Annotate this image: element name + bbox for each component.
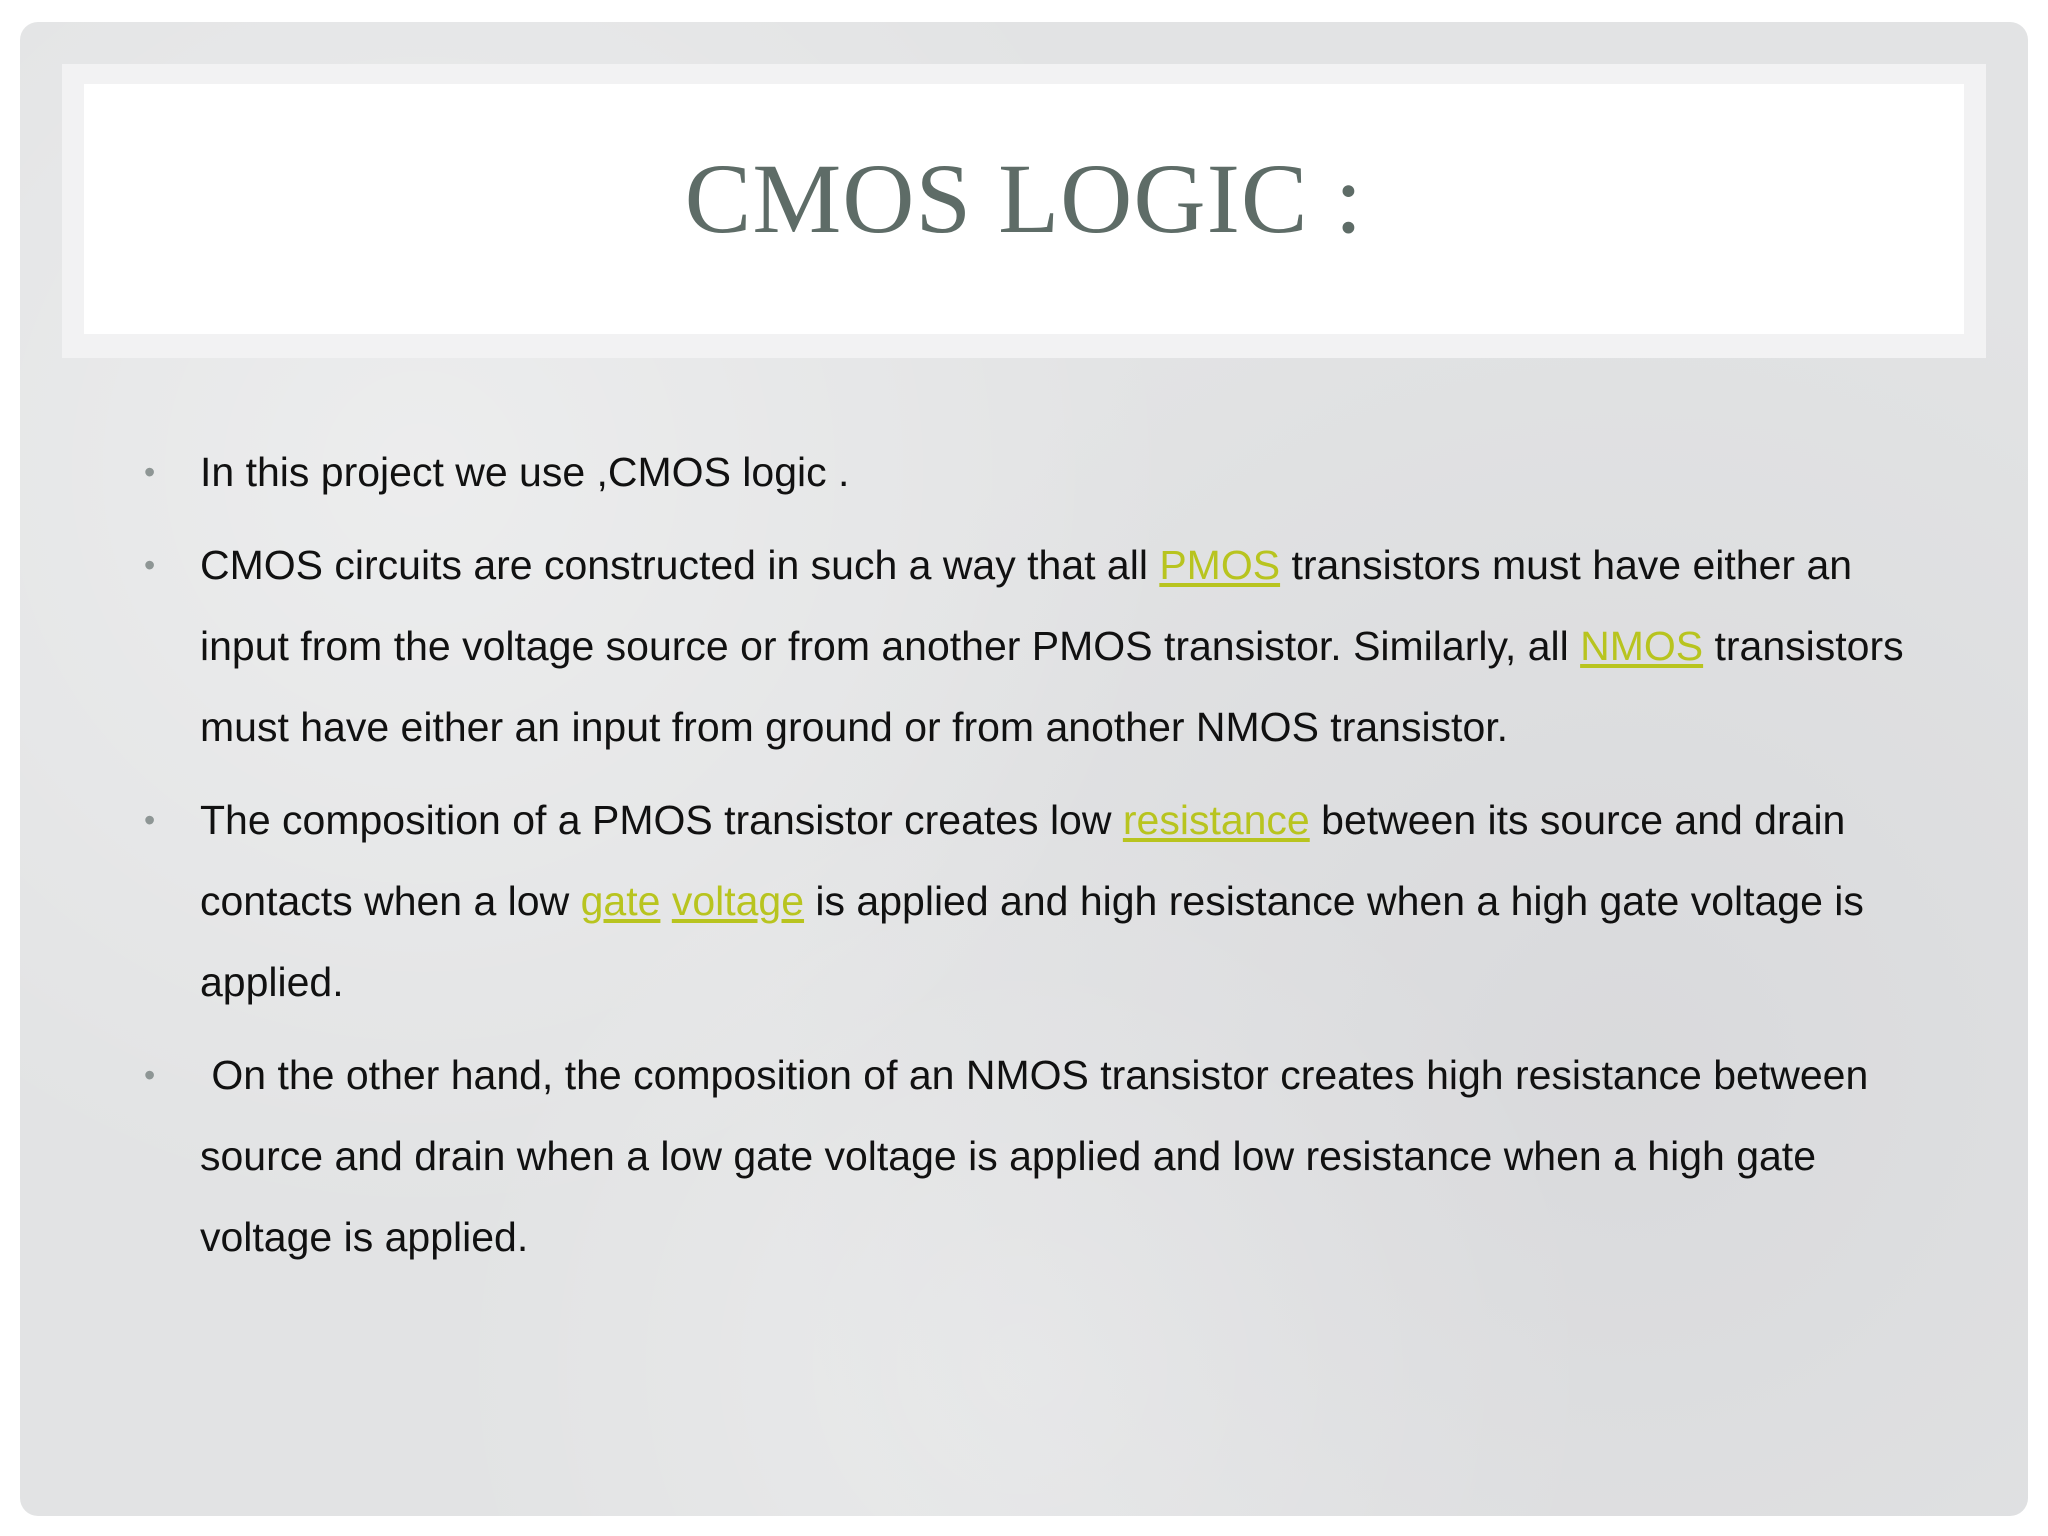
- text-segment: On the other hand, the composition of an NMOS transistor creates high resistance between source and drain when a low gate voltage is applied and low resistance when a high gate voltage is applied.: [200, 1052, 1880, 1260]
- title-frame: [62, 64, 1986, 358]
- text-segment: The composition of a PMOS transistor creates low: [200, 797, 1123, 843]
- text-segment: In this project we use ,CMOS logic .: [200, 449, 850, 495]
- text-segment: [660, 878, 671, 924]
- bullet-item: [144, 525, 1944, 768]
- nmos-link[interactable]: NMOS: [1580, 623, 1704, 669]
- bullet-text: [200, 1052, 1880, 1260]
- bullet-list: [144, 432, 1944, 1290]
- pmos-link[interactable]: PMOS: [1159, 542, 1281, 588]
- bullet-icon: •: [144, 802, 156, 838]
- bullet-text: [200, 797, 1864, 1005]
- bullet-item: [144, 432, 1944, 513]
- text-segment: is applied and high resistance when a high gate voltage is applied.: [200, 878, 1864, 1005]
- text-segment: transistors must have either an input from the voltage source or from another PMOS transistor. Similarly, all: [200, 542, 1853, 669]
- text-segment: between its source and drain contacts when a low: [200, 797, 1846, 924]
- text-segment: CMOS circuits are constructed in such a way that all: [200, 542, 1160, 588]
- resistance-link[interactable]: resistance: [1122, 797, 1310, 843]
- bullet-icon: •: [144, 1057, 156, 1093]
- bullet-item: [144, 780, 1944, 1023]
- title-box: [84, 84, 1964, 334]
- voltage-link[interactable]: voltage: [671, 878, 805, 924]
- bullet-text: [200, 449, 849, 495]
- slide: [20, 22, 2028, 1516]
- text-segment: transistors must have either an input from ground or from another NMOS transistor.: [200, 623, 1904, 750]
- bullet-item: [144, 1035, 1944, 1278]
- slide-title: CMOS LOGIC :: [684, 143, 1364, 254]
- bullet-icon: •: [144, 547, 156, 583]
- bullet-icon: •: [144, 454, 156, 490]
- gate-link[interactable]: gate: [580, 878, 661, 924]
- bullet-text: [200, 542, 1904, 750]
